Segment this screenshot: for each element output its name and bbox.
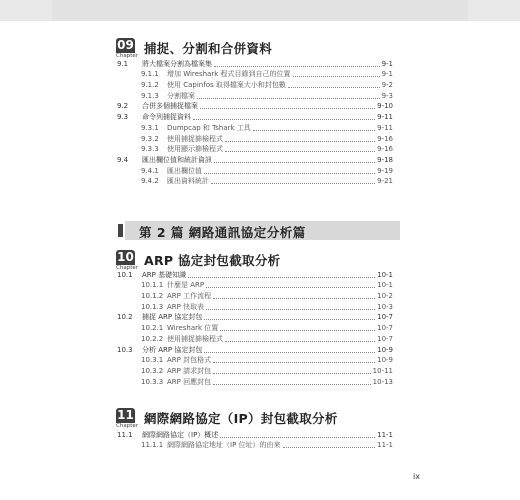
toc-leader-dots: [253, 130, 375, 131]
toc-subsection-entry: [117, 176, 393, 187]
toc-subsection-entry: [117, 165, 393, 176]
toc-entry-number: 10.1.2: [141, 292, 164, 301]
toc-leader-dots: [214, 162, 375, 163]
part-banner-box: [125, 221, 400, 240]
toc-leader-dots: [213, 362, 375, 363]
toc-entry-number: 9.4.2: [141, 177, 159, 186]
toc-entry-page: 10-1: [377, 270, 393, 279]
toc-entry-number: 10.2: [117, 313, 133, 322]
toc-entry-number: 10.3.3: [141, 377, 164, 386]
toc-leader-dots: [214, 66, 380, 67]
toc-entry-title: 使用捕捉篩檢程式: [167, 334, 223, 343]
toc-entry-page: 9-16: [377, 145, 393, 154]
toc-section-entry: [117, 101, 393, 112]
toc-entry-title: 網際網路協定（IP）概述: [142, 430, 219, 439]
toc-entry-title: 網際網路協定地址（IP 位址）的由來: [167, 441, 281, 450]
toc-entry-number: 11.1.1: [141, 441, 164, 450]
toc-entry-title: 增加 Wireshark 程式目錄到自己的位置: [167, 70, 291, 79]
chapter-number-badge: 10: [117, 250, 134, 264]
toc-entry-page: 10-13: [372, 377, 393, 386]
toc-subsection-entry: [117, 333, 393, 344]
toc-entry-number: 11.1: [117, 430, 133, 439]
toc-entry-title: 使用 Capinfos 取得檔案大小和封包數: [167, 81, 286, 90]
toc-entry-title: 匯出欄位值: [167, 166, 202, 175]
toc-entry-number: 9.1.1: [141, 70, 159, 79]
toc-entry-title: ARP 封包格式: [167, 356, 212, 365]
toc-entry-page: 10-9: [377, 345, 393, 354]
chapter-title: 網際網路協定（IP）封包截取分析: [144, 411, 338, 426]
toc-entry-title: 命令列捕捉資料: [142, 113, 191, 122]
toc-subsection-entry: [117, 133, 393, 144]
toc-entry-page: 9-11: [377, 113, 393, 122]
toc-section-entry: [117, 312, 393, 323]
top-scan-band-inner: [52, 0, 468, 21]
toc-entry-page: 9-10: [377, 102, 393, 111]
toc-leader-dots: [204, 173, 375, 174]
toc-entry-number: 9.4.1: [141, 166, 159, 175]
toc-entry-number: 10.3.2: [141, 366, 164, 375]
toc-entry-title: ARP 工作流程: [167, 292, 212, 301]
toc-leader-dots: [225, 151, 375, 152]
toc-subsection-entry: [117, 280, 393, 291]
toc-entry-number: 10.2.2: [141, 334, 164, 343]
toc-leader-dots: [283, 447, 376, 448]
toc-entry-title: 將大檔案分割為檔案集: [142, 59, 212, 68]
toc-entry-number: 9.3.2: [141, 134, 159, 143]
toc-leader-dots: [204, 352, 375, 353]
chapter-label: Chapter: [116, 53, 138, 59]
toc-subsection-entry: [117, 376, 393, 387]
toc-entry-title: ARP 回應封包: [167, 377, 212, 386]
toc-leader-dots: [225, 341, 375, 342]
toc-entry-page: 10-3: [377, 302, 393, 311]
toc-entry-page: 9-11: [377, 123, 393, 132]
toc-section-entry: [117, 429, 393, 440]
toc-entry-title: ARP 基礎知識: [142, 270, 187, 279]
toc-leader-dots: [211, 183, 375, 184]
toc-entry-page: 9-1: [381, 70, 393, 79]
toc-entry-page: 11-1: [377, 441, 393, 450]
toc-leader-dots: [200, 108, 375, 109]
toc-entry-page: 9-1: [381, 59, 393, 68]
toc-entry-number: 10.3: [117, 345, 133, 354]
toc-entry-number: 9.1: [117, 59, 129, 68]
toc-entry-title: 捕捉 ARP 協定封包: [142, 313, 203, 322]
toc-entry-title: ARP 請求封包: [167, 366, 212, 375]
toc-list-chapter-09: [117, 58, 393, 186]
chapter-number-badge: 09: [117, 38, 134, 52]
toc-subsection-entry: [117, 355, 393, 366]
toc-entry-page: 9-2: [381, 81, 393, 90]
toc-entry-page: 10-7: [377, 334, 393, 343]
toc-section-entry: [117, 154, 393, 165]
chapter-label: Chapter: [116, 423, 138, 429]
toc-subsection-entry: [117, 290, 393, 301]
toc-subsection-entry: [117, 440, 393, 451]
toc-subsection-entry: [117, 79, 393, 90]
part-banner-marker: [118, 224, 123, 237]
toc-leader-dots: [225, 141, 375, 142]
toc-list-chapter-10: [117, 269, 393, 387]
toc-entry-number: 9.3.3: [141, 145, 159, 154]
toc-entry-page: 11-1: [377, 430, 393, 439]
top-scan-band: [0, 0, 520, 21]
chapter-title: ARP 協定封包截取分析: [144, 253, 281, 268]
toc-section-entry: [117, 111, 393, 122]
toc-entry-page: 9-19: [377, 166, 393, 175]
toc-leader-dots: [206, 309, 375, 310]
toc-entry-number: 10.1.1: [141, 281, 164, 290]
toc-entry-page: 10-11: [372, 366, 393, 375]
toc-entry-page: 9-16: [377, 134, 393, 143]
toc-section-entry: [117, 58, 393, 69]
toc-leader-dots: [197, 98, 380, 99]
toc-list-chapter-11: [117, 429, 393, 450]
toc-entry-title: 合併多個捕捉檔案: [142, 102, 198, 111]
toc-subsection-entry: [117, 144, 393, 155]
toc-entry-page: 9-3: [381, 91, 393, 100]
toc-entry-title: 分析 ARP 協定封包: [142, 345, 203, 354]
toc-leader-dots: [213, 373, 371, 374]
toc-entry-page: 10-7: [377, 313, 393, 322]
toc-entry-number: 10.1: [117, 270, 133, 279]
toc-entry-title: 什麼是 ARP: [167, 281, 205, 290]
toc-leader-dots: [193, 119, 375, 120]
page-number: ix: [413, 472, 420, 481]
toc-entry-title: 使用捕捉篩檢程式: [167, 134, 223, 143]
toc-entry-page: 10-2: [377, 292, 393, 301]
toc-leader-dots: [220, 330, 375, 331]
toc-entry-title: 使用顯示篩檢程式: [167, 145, 223, 154]
toc-entry-number: 10.1.3: [141, 302, 164, 311]
toc-entry-number: 9.1.2: [141, 81, 159, 90]
toc-entry-page: 9-18: [377, 155, 393, 164]
toc-leader-dots: [204, 319, 375, 320]
chapter-label: Chapter: [116, 265, 138, 271]
toc-leader-dots: [288, 87, 380, 88]
toc-subsection-entry: [117, 301, 393, 312]
chapter-number-badge: 11: [117, 408, 134, 422]
toc-entry-page: 10-9: [377, 356, 393, 365]
toc-leader-dots: [220, 437, 375, 438]
toc-leader-dots: [206, 287, 375, 288]
toc-entry-page: 10-7: [377, 324, 393, 333]
toc-entry-number: 9.2: [117, 102, 129, 111]
toc-entry-title: ARP 快取表: [167, 302, 205, 311]
part-title: 第 2 篇 網路通訊協定分析篇: [139, 225, 306, 240]
toc-entry-number: 9.3: [117, 113, 129, 122]
toc-entry-number: 10.2.1: [141, 324, 164, 333]
toc-subsection-entry: [117, 322, 393, 333]
toc-entry-number: 9.1.3: [141, 91, 159, 100]
toc-section-entry: [117, 269, 393, 280]
toc-entry-title: 匯出資料統計: [167, 177, 209, 186]
toc-subsection-entry: [117, 69, 393, 80]
toc-entry-title: 分割檔案: [167, 91, 195, 100]
toc-subsection-entry: [117, 365, 393, 376]
toc-subsection-entry: [117, 90, 393, 101]
toc-entry-title: Dumpcap 和 Tshark 工具: [167, 123, 251, 132]
toc-entry-number: 9.4: [117, 155, 129, 164]
toc-entry-title: Wireshark 位置: [167, 324, 219, 333]
toc-leader-dots: [188, 277, 375, 278]
toc-entry-page: 9-21: [377, 177, 393, 186]
toc-entry-number: 9.3.1: [141, 123, 159, 132]
toc-entry-number: 10.3.1: [141, 356, 164, 365]
toc-section-entry: [117, 344, 393, 355]
part-banner: [118, 221, 400, 240]
toc-subsection-entry: [117, 122, 393, 133]
toc-entry-title: 匯出欄位值和統計資訊: [142, 155, 212, 164]
chapter-title: 捕捉、分割和合併資料: [144, 41, 273, 56]
toc-leader-dots: [293, 76, 380, 77]
toc-entry-page: 10-1: [377, 281, 393, 290]
toc-leader-dots: [213, 298, 375, 299]
toc-leader-dots: [213, 384, 371, 385]
